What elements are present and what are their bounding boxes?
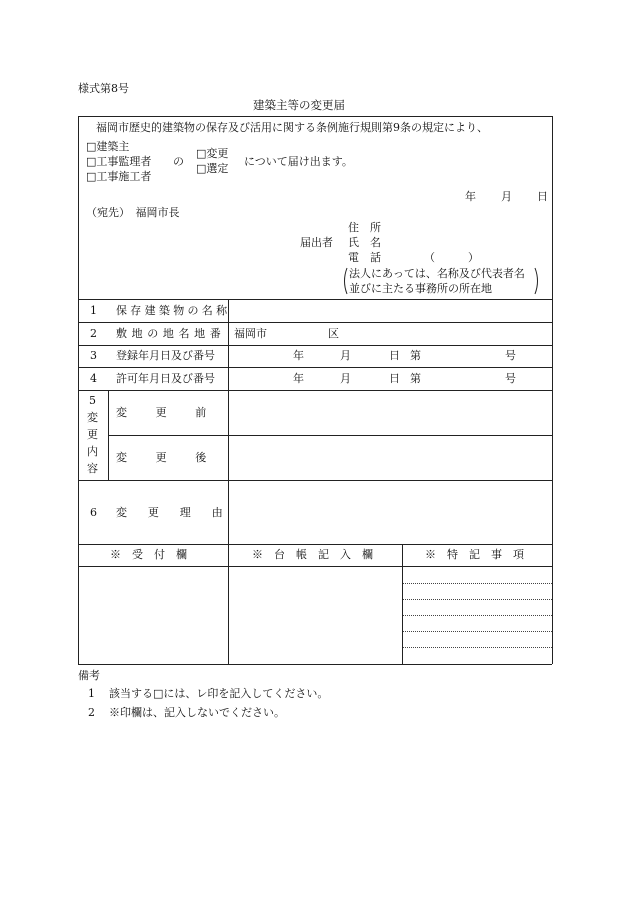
row1-label: 保存建築物の名称 <box>116 304 231 317</box>
notes-column-header: ※ 特 記 事 項 <box>425 548 524 561</box>
action-checkbox-select[interactable]: □選定 <box>196 162 229 175</box>
form-title: 建築主等の変更届 <box>253 98 345 112</box>
row4-go: 号 <box>505 372 516 385</box>
row4-number: 4 <box>90 372 97 385</box>
ledger-column-header: ※ 台 帳 記 入 欄 <box>252 548 373 561</box>
remark1-text: 該当する□には、レ印を記入してください。 <box>109 687 329 700</box>
row2-number: 2 <box>90 327 97 340</box>
remark2-text: ※印欄は、記入しないでください。 <box>109 706 285 719</box>
role-checkbox-supervisor[interactable]: □工事監理者 <box>86 155 152 168</box>
row2-label: 敷地の地名地番 <box>116 327 226 340</box>
applicant-label: 届出者 <box>300 236 333 249</box>
row2-ward: 区 <box>328 327 339 340</box>
row5-char-number: 5 <box>89 394 96 407</box>
date-day: 日 <box>537 190 548 203</box>
row6-label: 変 更 理 由 <box>116 506 228 519</box>
address-label: 住 所 <box>348 221 381 234</box>
name-label: 氏 名 <box>348 236 381 249</box>
row3-label: 登録年月日及び番号 <box>116 349 215 362</box>
reception-column-header: ※ 受 付 欄 <box>110 548 187 561</box>
intro-closing: について届け出ます。 <box>244 155 353 168</box>
role-checkbox-owner[interactable]: □建築主 <box>86 140 130 153</box>
row3-day: 日 <box>389 349 400 362</box>
date-month: 月 <box>501 190 512 203</box>
row4-label: 許可年月日及び番号 <box>116 372 215 385</box>
phone-parens: （ ） <box>424 251 479 264</box>
row3-number: 3 <box>90 349 97 362</box>
addressee: （宛先） 福岡市長 <box>86 206 180 219</box>
row4-dai: 第 <box>410 372 421 385</box>
action-checkbox-change[interactable]: □変更 <box>196 147 229 160</box>
role-checkbox-contractor[interactable]: □工事施工者 <box>86 170 152 183</box>
row5-char-nai: 内 <box>87 445 98 458</box>
row4-month: 月 <box>340 372 351 385</box>
row5-after-label: 変 更 後 <box>116 451 209 464</box>
row5-before-label: 変 更 前 <box>116 406 209 419</box>
row4-day: 日 <box>389 372 400 385</box>
date-year: 年 <box>465 190 476 203</box>
row3-year: 年 <box>293 349 304 362</box>
intro-sentence: 福岡市歴史的建築物の保存及び活用に関する条例施行規則第9条の規定により、 <box>96 121 488 134</box>
row3-month: 月 <box>340 349 351 362</box>
row5-char-kou: 更 <box>87 428 98 441</box>
row6-number: 6 <box>90 506 97 519</box>
phone-label: 電 話 <box>348 251 381 264</box>
corporate-note-line2: 並びに主たる事務所の所在地 <box>349 282 492 295</box>
row1-number: 1 <box>90 304 97 317</box>
row2-city: 福岡市 <box>234 327 267 340</box>
remarks-heading: 備考 <box>78 669 100 682</box>
particle-no: の <box>173 155 184 168</box>
row5-char-hen: 変 <box>87 411 98 424</box>
corporate-note-line1: 法人にあっては、名称及び代表者名 <box>349 267 525 280</box>
row3-go: 号 <box>505 349 516 362</box>
row5-char-you: 容 <box>87 462 98 475</box>
remark1-number: 1 <box>88 687 95 700</box>
row4-year: 年 <box>293 372 304 385</box>
form-number: 様式第8号 <box>78 82 129 95</box>
row3-dai: 第 <box>410 349 421 362</box>
remark2-number: 2 <box>88 706 95 719</box>
